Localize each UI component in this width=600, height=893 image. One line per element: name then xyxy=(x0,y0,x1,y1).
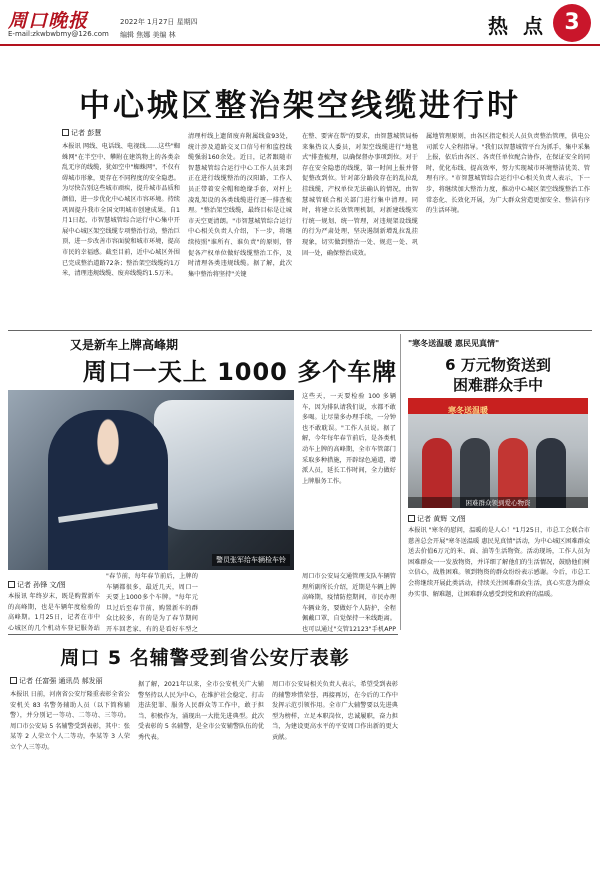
article2-column-3: "春节前，每年春节前后，上牌的车辆都很多，最近几天，周口一天要上1000多个车牌。"每年元旦过后至春节前，购置新车的群众比较多，有的是为了春节期间开车回老家，有的是看好车型之 xyxy=(106,573,198,632)
article4-column-2: 据了解，2021年以来，全市公安机关广大辅警坚持以人民为中心，在维护社会稳定、打击违法犯罪、服务人民群众等工作中，敢于担当、积极作为，涌现出一大批先进典型。此次受表彰的 5 名辅警，是全市公安辅警队伍的优秀代表。 xyxy=(138,681,264,741)
editor-line: 编辑 焦娜 美编 林 xyxy=(120,31,176,39)
article2-headline: 周口一天上 1000 多个车牌 xyxy=(82,358,398,386)
officer-figure xyxy=(48,410,168,570)
article3-photo-caption: 困难群众领到爱心物资 xyxy=(408,497,588,508)
red-banner xyxy=(408,398,588,414)
issue-date: 2022年 1月27日 星期四 xyxy=(120,18,198,26)
article4-column-1: 本报讯 日前，河南省公安厅隆重表彰全省公安机关 83 名警务辅助人员（以下简称辅警），并分别记一等功、二等功、三等功。周口市公安局 5 名辅警受到表彰，其中：张某等 2 人荣立个人二等功，李某等 3 人荣立个人三等功。 xyxy=(10,691,130,751)
article3-byline xyxy=(408,514,466,524)
article2-byline xyxy=(8,580,66,590)
article3-kicker: "寒冬送温暖 惠民见真情" xyxy=(408,339,500,348)
article1-column-2: 清理杆线上遗留废弃附属线盒93处，统计涉及道路交叉口信号杆和监控线缆强弱160余处。近日，记者跟随市智慧城管综合运行中心工作人员来到正在进行线缆整治的汉阳路，工作人员正带着安全帽和绝缘手套，对杆上凌乱架设的各类线缆进行逐一排查梳理。"整治架空线缆，最终目标是让城市天空更清朗。"市智慧城管综合运行中心相关负责人介绍，下一步，将继续按照"谁所有、谁负责"的原则，督促各产权单位做好线缆整治工作，及时清理各类违规线缆。据了解，此次集中整治将坚持"关键 xyxy=(188,133,292,278)
column-divider xyxy=(400,334,401,630)
car-shape xyxy=(154,400,294,530)
divider xyxy=(8,330,592,331)
article2-photo xyxy=(8,390,294,570)
article4-byline-text: 记者 任富强 通讯员 郝发丽 xyxy=(19,677,103,685)
byline-box-icon xyxy=(408,515,415,522)
page-number-badge: 3 xyxy=(553,4,591,42)
byline-box-icon xyxy=(62,129,69,136)
byline-box-icon xyxy=(10,677,17,684)
article3-headline-line1: 6 万元物资送到 xyxy=(445,356,551,374)
article4-headline: 周口 5 名辅警受到省公安厅表彰 xyxy=(60,647,350,669)
article2-byline-text: 记者 孙锋 文/图 xyxy=(17,581,66,589)
email-line: E-mail:zkwbwbmy@126.com xyxy=(8,30,109,38)
article2-photo-caption: 警员张军给车辆检车铃 xyxy=(212,554,290,566)
newspaper-logo: 周口晚报 xyxy=(8,10,89,32)
article4-byline xyxy=(10,676,103,686)
article2-column-1: 本报讯 年终岁末，既是购置新车的高峰期，也是车辆年度检验的高峰期。1月25日，记者在市中心城区的几个机动车登记服务站 xyxy=(8,593,100,632)
article1-column-4: 属地管理原则，由各区指定相关人员负责整治管理，供电公司派专人全程指导。"我们以智慧城管平台为抓手，集中采集上报，依后由各区、各责任单位配合协作，在保证安全的同时，优化布线、提高效率，努力实现城市环境整洁优美、管理有序。"市智慧城管综合运行中心相关负责人表示，下一步，将继续加大整治力度，推动中心城区架空线缆整治工作常态化、长效化开展，为广大群众营造更加安全、整洁有序的生活环境。 xyxy=(426,133,590,215)
article4-column-3: 周口市公安局相关负责人表示，希望受到表彰的辅警珍惜荣誉，再接再厉，在今后的工作中发挥示范引领作用。全市广大辅警要以先进典型为榜样，立足本职岗位，忠诚履职，奋力担当，为建设更高水平的平安周口作出新的更大贡献。 xyxy=(272,681,398,741)
article1-byline-text: 记者 彭慧 xyxy=(71,129,102,137)
article1-column-3: 在整、要害在帮"的要求，由智慧城管局杨来集热议人委员，对架空线缆进行"地毯式"排查梳理，以确保督办事项到位。对于存在安全隐患的线缆，第一时间上报并督促整改到位。针对部分路段存在的乱拉乱挂线缆，产权单位无法确认的情况，由智慧城管联合相关部门进行集中清理。同时，将建立长效管理机制，对新建线缆实行统一规划、统一管理，对违规架设线缆的行为严肃处理，坚决遏制新增乱拉乱挂现象，切实做到整治一处、规范一处、巩固一处，确保整治成效。 xyxy=(302,133,418,257)
byline-box-icon xyxy=(8,581,15,588)
article1-column-1: 本报讯 网线、电话线、电视线……这些"蜘蛛网"在半空中、攀附在建筑物上的各类杂乱无序的线缆，犹如空中"蜘蛛网"，不仅有碍城市形象，更存在不同程度的安全隐患。为尽快告别这些城市顽疾，提升城市品质和颜值，进一步优化中心城区市容环境。持续巩固提升我市全国文明城市创建成果。自1月1日起，市智慧城管综合运行中心集中开展中心城区架空线缆专项整治行动，整治巨顶，进一步改善市容面貌和城市环境，提高市民的幸福感。截至目前，近中心城区外围已完成整治道路72条；整治架空线缆约1万米，清理违规线缆、废弃线缆约1.5万米。 xyxy=(62,143,180,278)
article3-headline-line2: 困难群众手中 xyxy=(452,376,543,394)
article3-column: 本报讯 "寒冬的慰问，温暖的是人心！"1月25日，市总工会联合市慈善总会开展"寒冬送温暖 惠民见真情"活动，为中心城区困难群众送去价值6万元的米、面、油等生活物资。活动现场，工作人员为困难群众一一发放物资，并详细了解他们的生活情况，鼓励他们树立信心，战胜困难。领到物资的群众纷纷表示感谢。今后，市总工会将继续开展此类活动，持续关注困难群众生活，真心实意为群众办实事、解难题，让困难群众感受到党和政府的温暖。 xyxy=(408,527,590,598)
divider xyxy=(8,634,398,635)
masthead-rule xyxy=(0,44,600,46)
article3-photo xyxy=(408,398,588,508)
banner-text: 寒冬送温暖 xyxy=(448,406,488,415)
article2-column-4: 周口市公安局交通管理支队车辆管理所副所长介绍，近期是车辆上牌高峰期，疫情防控期间，市民办理车辆业务，要做好个人防护，全程佩戴口罩，自觉保持一米线距离。也可以通过"交管12123"手机APP xyxy=(302,573,396,632)
article1-headline: 中心城区整治架空线缆进行时 xyxy=(79,88,521,124)
article3-byline-text: 记者 黄辉 文/图 xyxy=(417,515,466,523)
article2-column-2: 这些天，一天要检验 100 多辆车，因为排队请我们说，水都不敢多喝。让尽量多办理手续，一分钟也不敢耽误。"工作人员说。据了解，今年每年春节前后，是各类机动车上牌的高峰期，全市车管部门采取多种措施，开辟绿色通道，增派人员，延长工作时间，全力做好上牌服务工作。 xyxy=(302,393,396,485)
article2-kicker: 又是新车上牌高峰期 xyxy=(70,338,179,352)
masthead xyxy=(0,0,600,70)
section-label: 热 点 xyxy=(488,14,547,38)
article1-byline xyxy=(62,128,101,138)
